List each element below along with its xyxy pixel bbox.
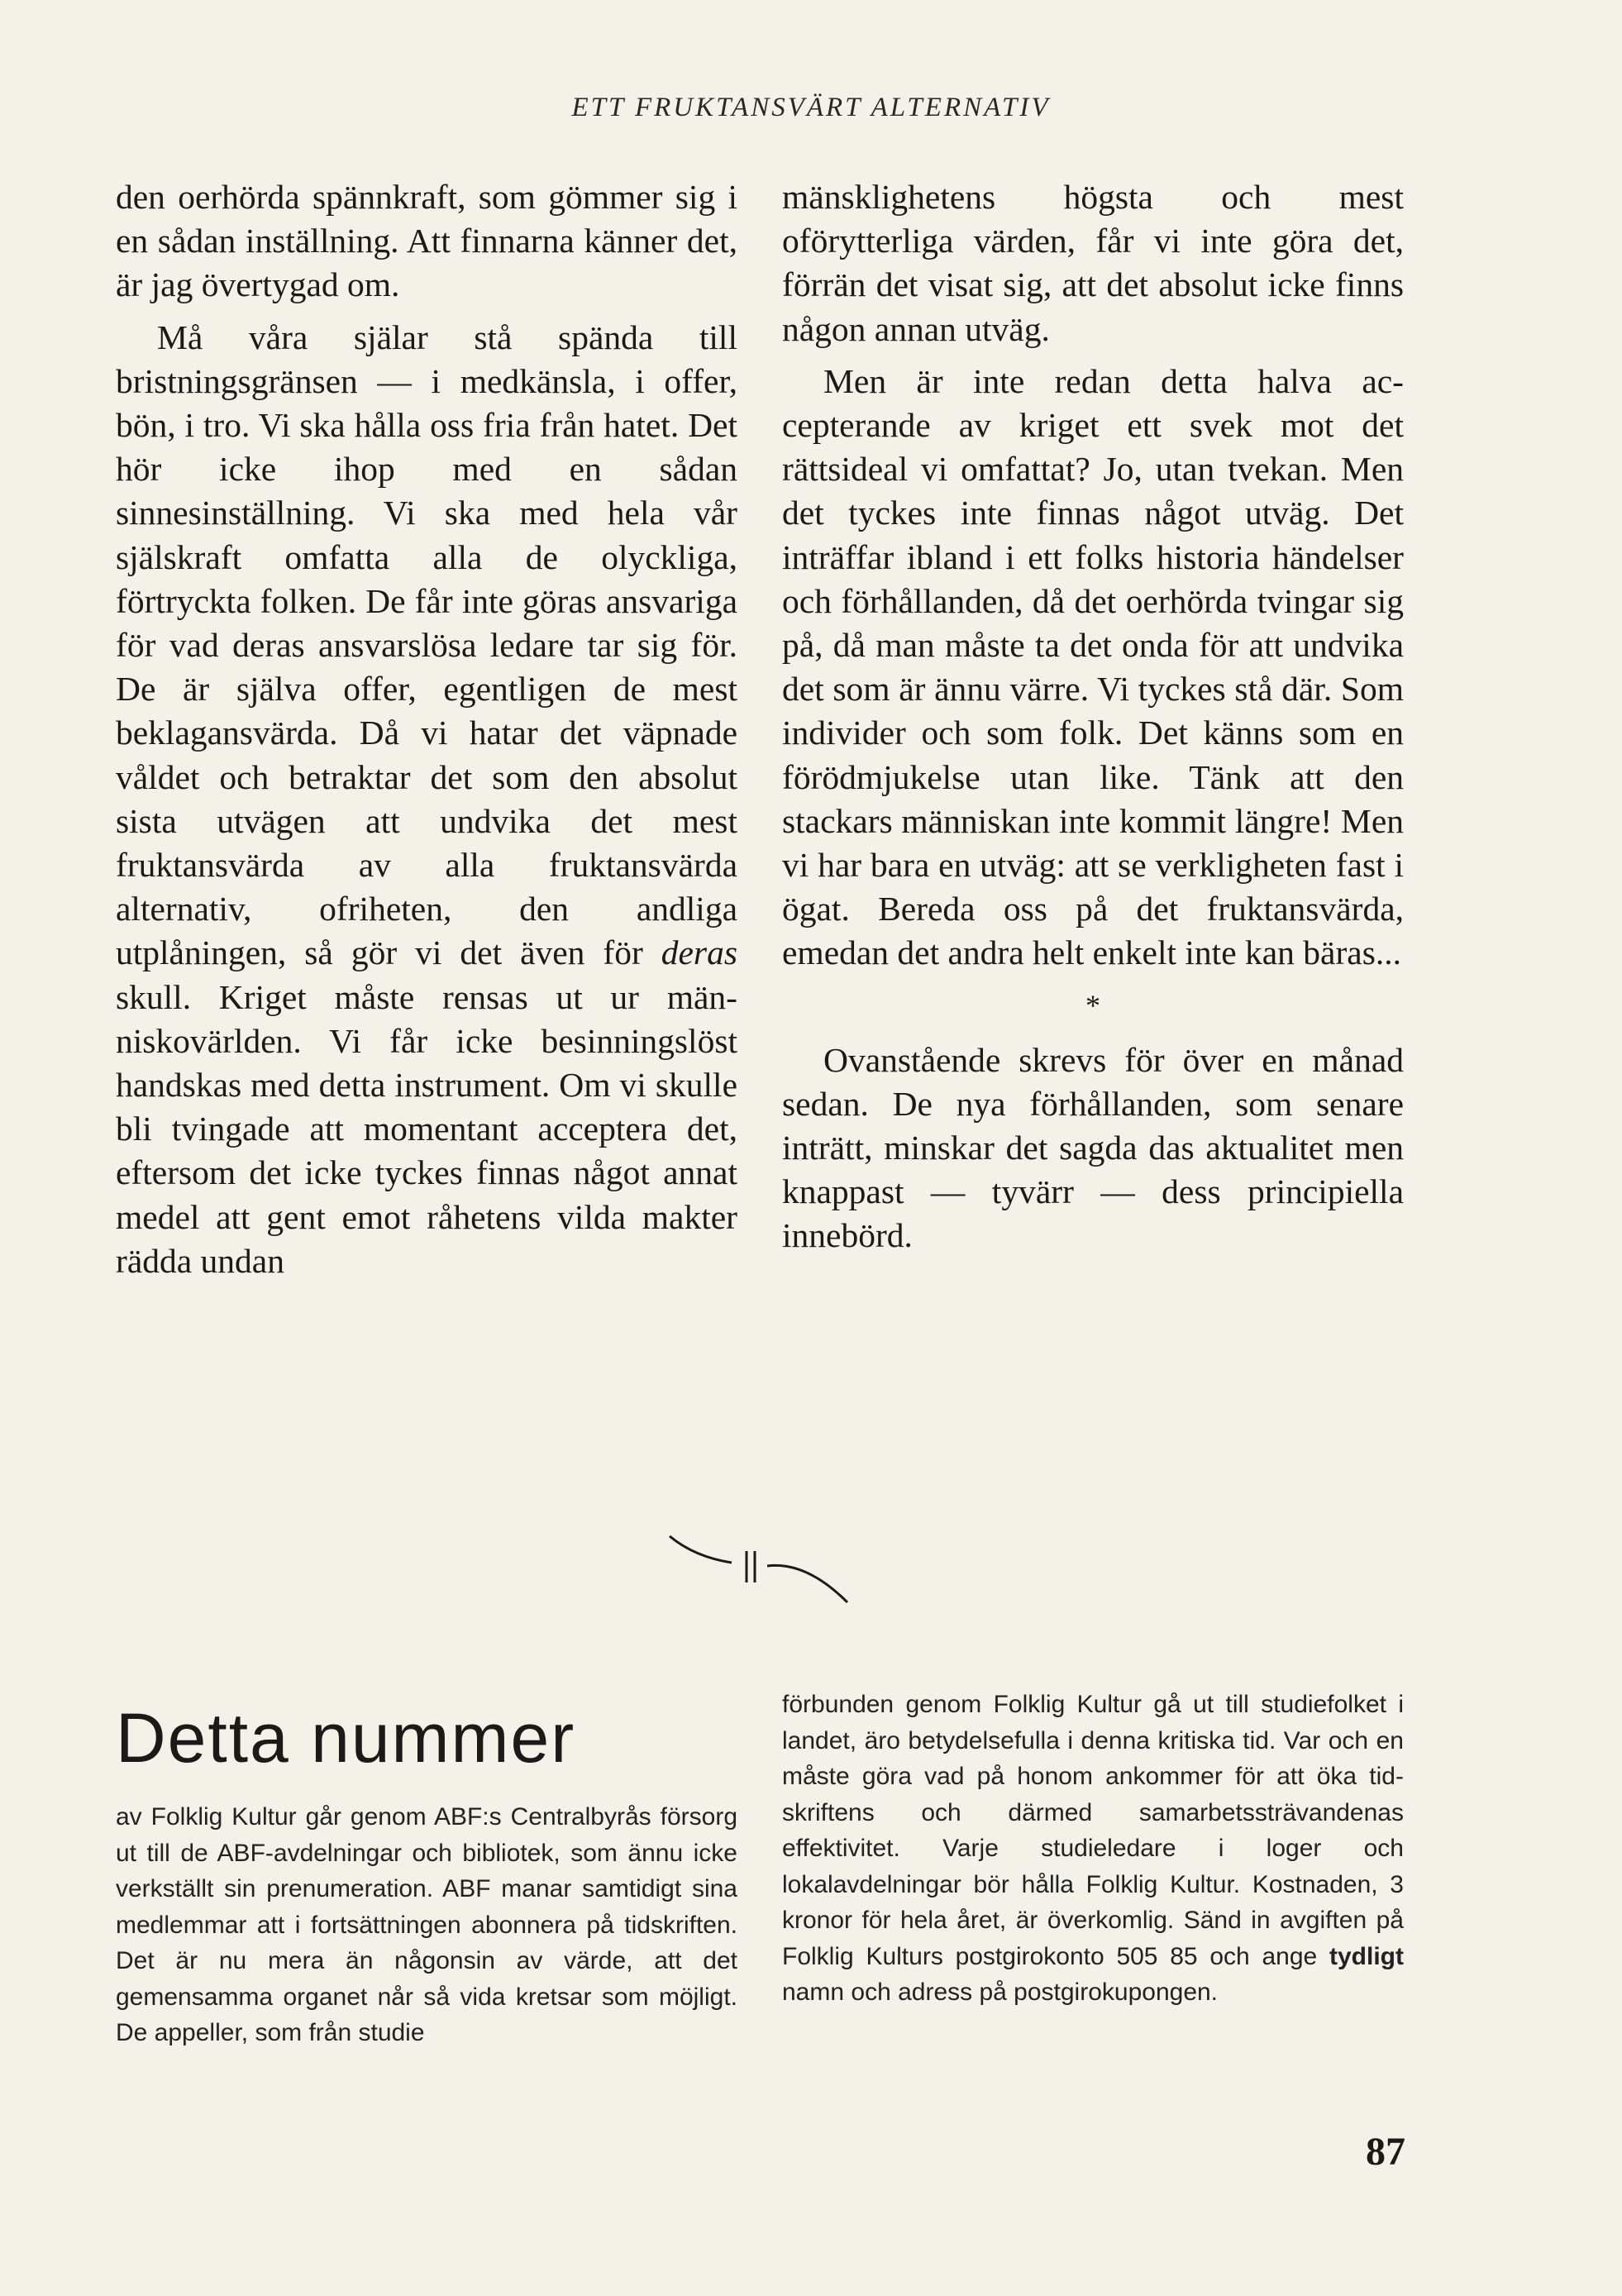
decorative-ornament [661,1520,868,1611]
emphasis: tydligt [1329,1942,1404,1970]
notice-title: Detta nummer [116,1699,576,1777]
left-text-column [116,175,737,1283]
emphasis: deras [661,933,737,972]
notice-text: förbunden genom Folklig Kultur gå ut till studiefolket i landet, äro betydelsefulla i denna kritiska tid. Var och en måste göra vad på honom ankommer för att öka tidskriftens och därmed samarbetssträvandenas effektivitet. Varje studieledare i loger och lokalavdelningar bör hålla Folklig Kultur. Kostnaden, 3 kronor för hela året, är överkomlig. Sänd in avgiften på Folklig Kulturs postgirokonto 505 85 och ange tydligt namn och adress på postgirokupongen. [782,1691,1404,2006]
right-text-column [782,175,1404,1258]
paragraph: Men är inte redan detta halva accepterande av kriget ett svek mot det rättsideal vi omfattat? Jo, utan tvekan. Men det tyckes inte finnas något utväg. Det inträffar ibland i ett folks historia händelser och förhållanden, då det oerhörda tvingar sig på, då man måste ta det onda för att undvika det som är ännu värre. Vi tyckes stå där. Som individer och som folk. Det känns som en förödmjukelse utan like. Tänk att den stackars människan inte kommit längre! Men vi har bara en utväg: att se verkligheten fast i ögat. Bereda oss på det fruktansvärda, emedan det andra helt enkelt inte kan bäras... [782,361,1404,972]
notice-left-column [116,1799,737,2051]
paragraph: mänsklighetens högsta och mest oförytterliga värden, får vi inte göra det, förrän det visat sig, att det absolut icke finns någon annan utväg. [782,178,1404,348]
running-head: ETT FRUKTANSVÄRT ALTERNATIV [571,93,1051,122]
notice-text: av Folklig Kultur går genom ABF:s Centralbyrås försorg ut till de ABF-avdelningar och bibliotek, som ännu icke verkställt sin prenumeration. ABF manar samtidigt sina medlemmar att i fortsättningen abonnera på tidskriften. Det är nu mera än någonsin av värde, att det gemensamma organet når så vida kretsar som möjligt. De appeller, som från studie [116,1803,737,2046]
page-number: 87 [1366,2130,1405,2174]
paragraph: den oerhörda spännkraft, som gömmer sig i en sådan inställning. Att finnarna känner det, är jag övertygad om. [116,178,737,304]
notice-right-column [782,1687,1404,2011]
paragraph: Må våra själar stå spända till bristningsgränsen — i medkänsla, i offer, bön, i tro. Vi ska hålla oss fria från hatet. Det hör icke ihop med en sådan sinnesinställning. Vi ska med hela vår själskraft omfatta alla de olyckliga, förtryckta folken. De får inte göras ansvariga för vad deras ansvarslösa ledare tar sig för. De är själva offer, egentligen de mest beklagansvärda. Då vi hatar det väpnade våldet och betraktar det som den absolut sista utvägen att undvika det mest fruktansvärda av alla fruktansvärda alternativ, ofriheten, den andliga utplåningen, så gör vi det även för deras skull. Kriget måste rensas ut ur människovärlden. Vi får icke besinningslöst handskas med detta instrument. Om vi skulle bli tvingade att momentant acceptera det, eftersom det icke tyckes finnas något annat medel att gent emot råhetens vilda makter rädda undan [116,317,737,1280]
section-separator: * [1085,988,1100,1022]
paragraph: Ovanstående skrevs för över en månad sedan. De nya förhållanden, som senare inträtt, minskar det sagda das aktualitet men knappast — tyvärr — dess principiella innebörd. [782,1040,1404,1255]
